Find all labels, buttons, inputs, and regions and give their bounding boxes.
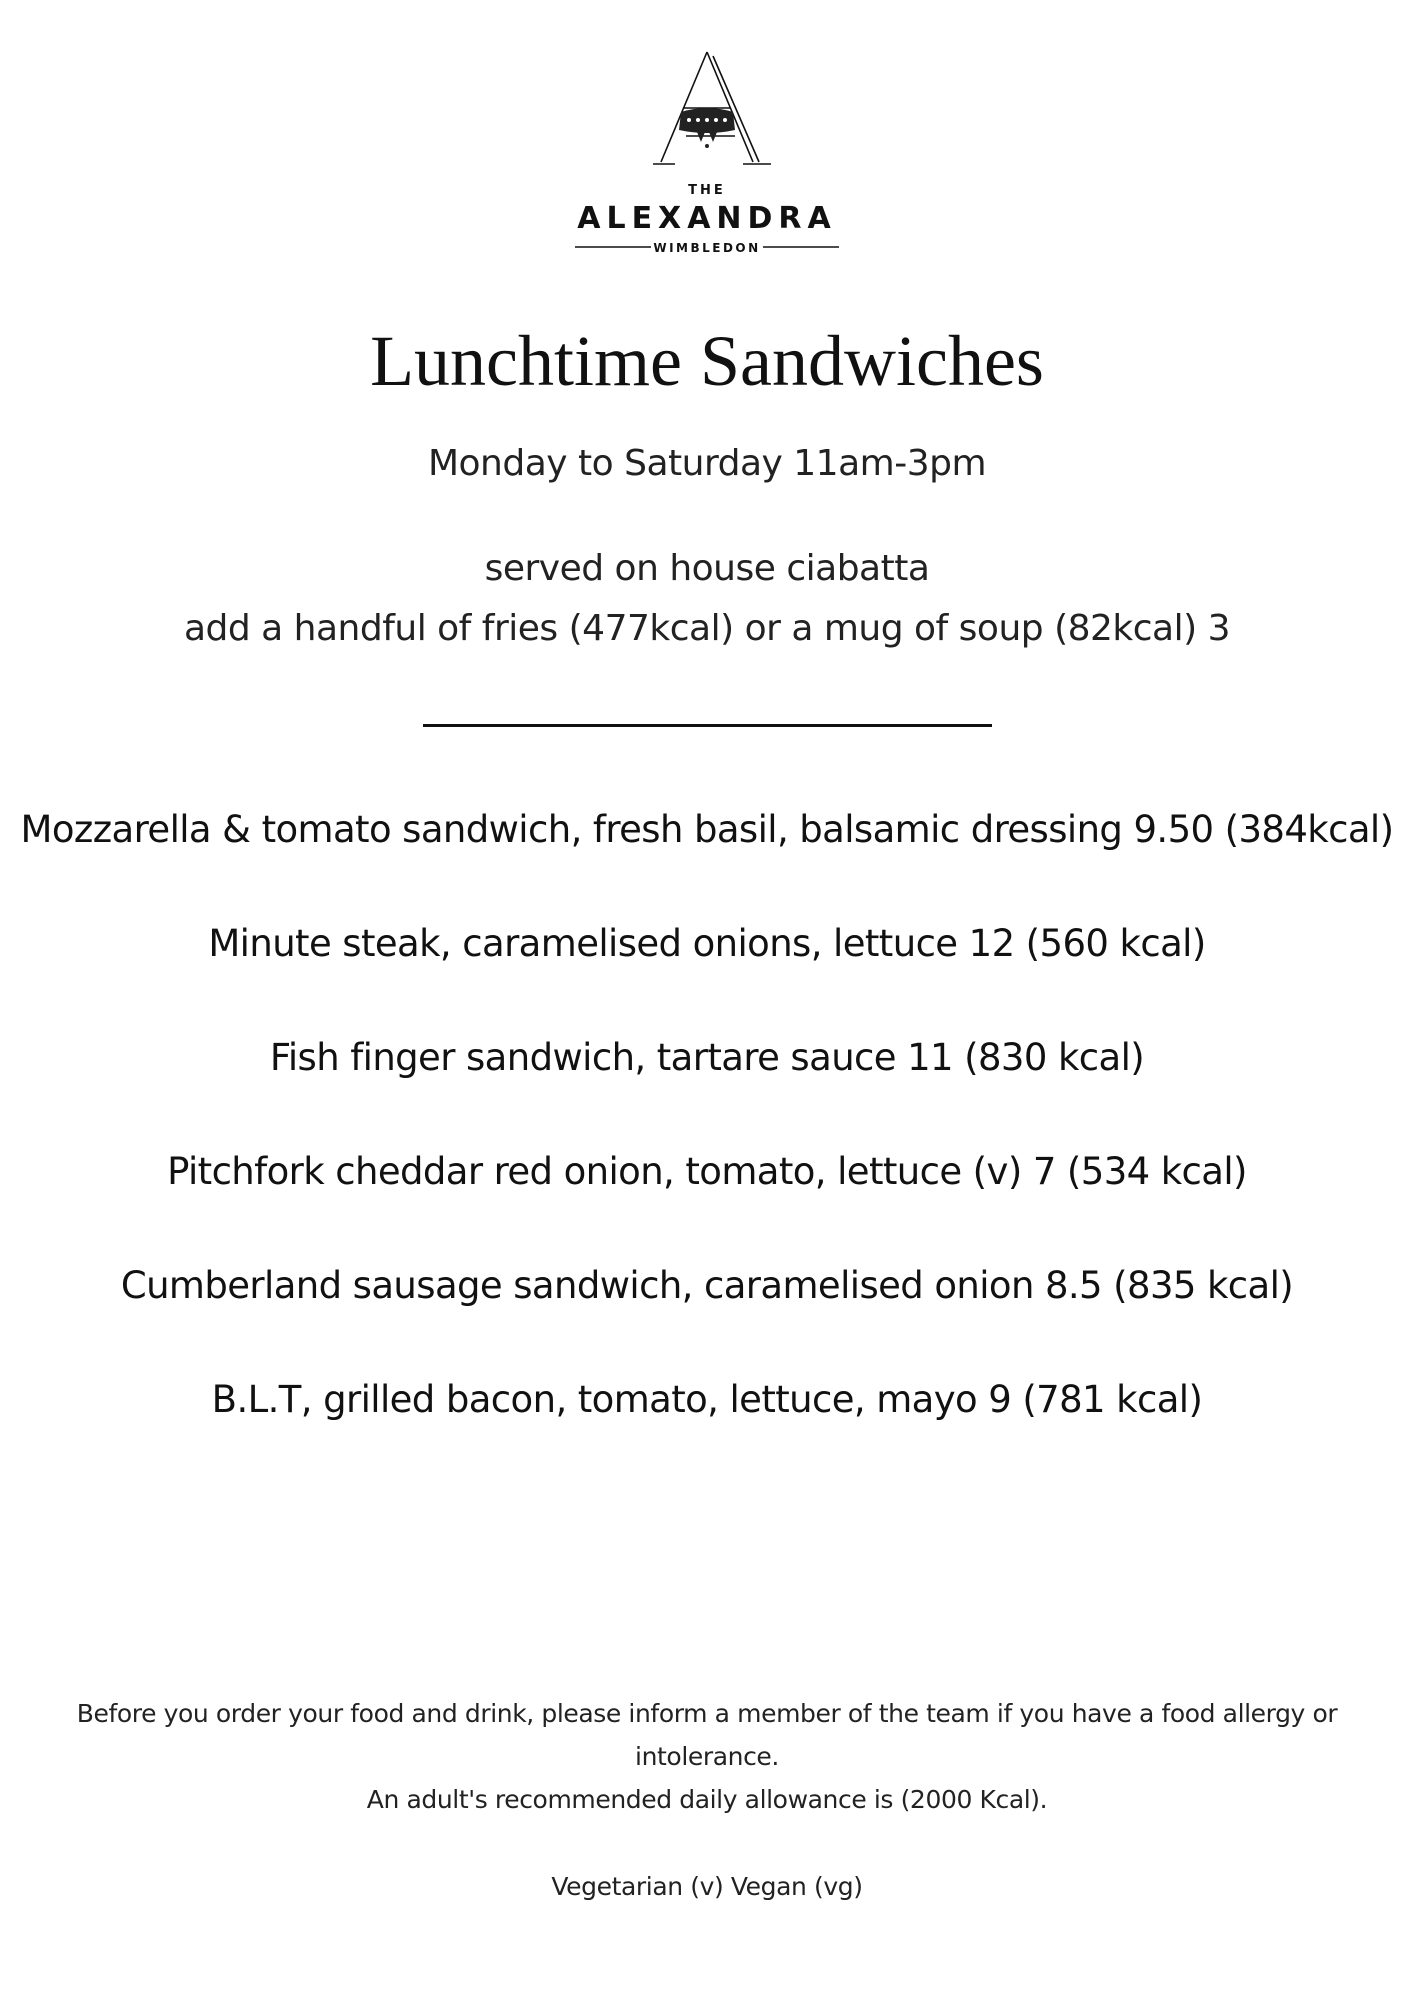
logo (557, 46, 857, 268)
letter-a-monogram-icon (557, 46, 857, 268)
allergy-notice-line2: intolerance. (635, 1742, 779, 1771)
logo-location-text: WIMBLEDON (653, 241, 761, 255)
opening-hours: Monday to Saturday 11am-3pm (427, 443, 987, 484)
menu-item: Minute steak, caramelised onions, lettuce 12 (560 kcal) (208, 922, 1206, 965)
menu-item: Fish finger sandwich, tartare sauce 11 (830 kcal) (269, 1036, 1145, 1079)
menu-item: Pitchfork cheddar red onion, tomato, lettuce (v) 7 (534 kcal) (167, 1150, 1247, 1193)
sandwich-list (0, 800, 1414, 1484)
menu-title: Lunchtime Sandwiches (370, 321, 1044, 401)
logo-name-text: ALEXANDRA (577, 201, 837, 236)
daily-allowance-note: An adult's recommended daily allowance is (2000 Kcal). (366, 1785, 1048, 1814)
menu-item: Cumberland sausage sandwich, caramelised onion 8.5 (835 kcal) (120, 1264, 1294, 1307)
divider (423, 724, 992, 727)
allergy-notice-line1: Before you order your food and drink, please inform a member of the team if you have a food allergy or (76, 1699, 1338, 1728)
menu-item: Mozzarella & tomato sandwich, fresh basil, balsamic dressing 9.50 (384kcal) (20, 808, 1394, 851)
logo-the-text: THE (688, 183, 726, 198)
served-on-note: served on house ciabatta (484, 548, 930, 589)
dietary-key: Vegetarian (v) Vegan (vg) (551, 1872, 863, 1901)
menu-item: B.L.T, grilled bacon, tomato, lettuce, mayo 9 (781 kcal) (211, 1378, 1203, 1421)
addon-note: add a handful of fries (477kcal) or a mug of soup (82kcal) 3 (183, 608, 1231, 649)
